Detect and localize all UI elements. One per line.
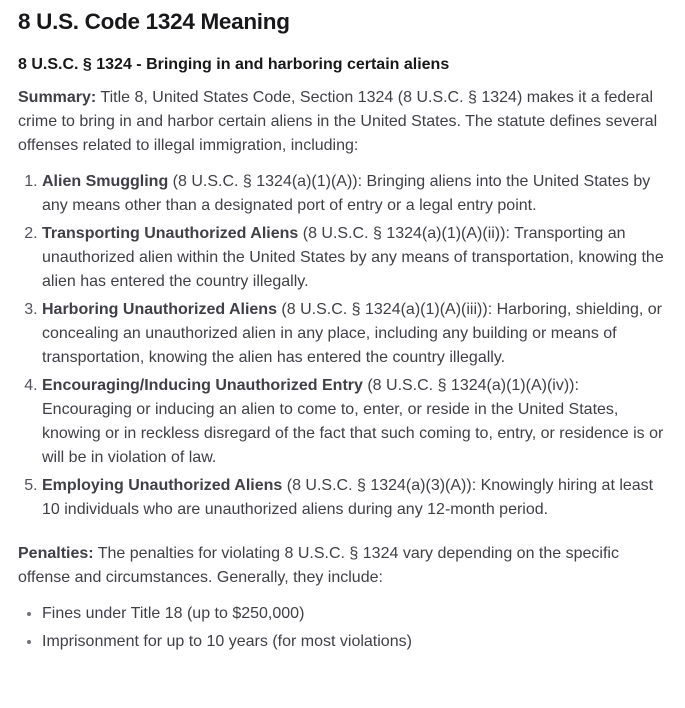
section-subtitle: 8 U.S.C. § 1324 - Bringing in and harboring certain aliens bbox=[18, 56, 450, 73]
penalties-list bbox=[18, 602, 667, 654]
offense-term: Employing Unauthorized Aliens bbox=[42, 477, 283, 494]
page-title: 8 U.S. Code 1324 Meaning bbox=[18, 9, 290, 34]
offense-text: (8 U.S.C. § 1324(a)(1)(A)): Bringing aliens into the United States by any means other than a designated port of entry or a legal entry point. bbox=[42, 173, 651, 214]
offense-item bbox=[42, 298, 667, 370]
offense-term: Encouraging/Inducing Unauthorized Entry bbox=[42, 377, 363, 394]
offense-term: Harboring Unauthorized Aliens bbox=[42, 301, 277, 318]
summary-text: Title 8, United States Code, Section 1324 (8 U.S.C. § 1324) makes it a federal crime to bring in and harbor certain aliens in the United States. The statute defines several offenses related to illegal immigration, including: bbox=[18, 89, 658, 154]
offense-item bbox=[42, 222, 667, 294]
penalties-label: Penalties: bbox=[18, 545, 94, 562]
offense-item bbox=[42, 474, 667, 522]
penalties-text: The penalties for violating 8 U.S.C. § 1324 vary depending on the specific offense and circumstances. Generally, they include: bbox=[18, 545, 619, 586]
summary-paragraph bbox=[18, 86, 667, 158]
offense-term: Transporting Unauthorized Aliens bbox=[42, 225, 299, 242]
offense-item bbox=[42, 374, 667, 470]
offense-item bbox=[42, 170, 667, 218]
penalty-item: • Imprisonment for up to 10 years (for most violations) bbox=[42, 630, 667, 654]
summary-label: Summary: bbox=[18, 89, 97, 106]
offense-text: (8 U.S.C. § 1324(a)(3)(A)): Knowingly hiring at least 10 individuals who are unauthorized aliens during any 12-month period. bbox=[42, 477, 654, 518]
offense-text: (8 U.S.C. § 1324(a)(1)(A)(iv)): Encouraging or inducing an alien to come to, enter, or reside in the United States, knowing or in reckless disregard of the fact that such coming to, entry, or residence is or will be in violation of law. bbox=[42, 377, 664, 466]
offenses-list bbox=[18, 170, 667, 522]
offense-text: (8 U.S.C. § 1324(a)(1)(A)(ii)): Transporting an unauthorized alien within the United States by any means of transportation, knowing the alien has entered the country illegally. bbox=[42, 225, 664, 290]
offense-term: Alien Smuggling bbox=[42, 173, 169, 190]
penalties-paragraph bbox=[18, 542, 667, 590]
offense-text: (8 U.S.C. § 1324(a)(1)(A)(iii)): Harboring, shielding, or concealing an unauthorized alien in any place, including any building or means of transportation, knowing the alien has entered the country illegally. bbox=[42, 301, 662, 366]
penalty-item: • Fines under Title 18 (up to $250,000) bbox=[42, 602, 667, 626]
